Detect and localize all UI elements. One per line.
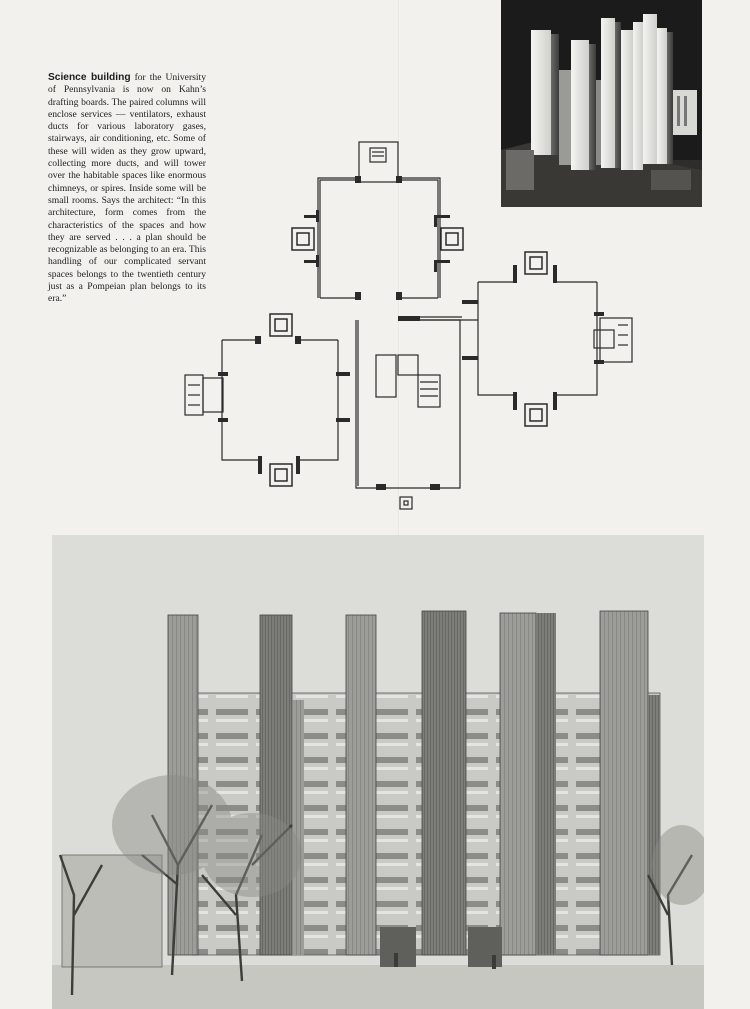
caption-lead: Science building	[48, 72, 131, 83]
floor-plan	[180, 138, 640, 518]
elevation-rendering	[52, 535, 704, 1009]
caption-body: for the University of Pennsylvania is now on Kahn’s drafting boards. The paired columns will enclose services — ventilators, exhaust ducts for various laboratory gases, stairways, air conditioning, etc. Some of these will widen as they grow upward, collecting more ducts, and will tower over the habitable spaces like enormous chimneys, or spires. Inside some will be small rooms. Says the architect: “In this architecture, form comes from the characteristics of the spaces and how they are served . . . a plan should be recognizable as belonging to an era. This handling of our complicated servant spaces belongs to the twentieth century just as a Pompeian plan belongs to its era.”	[48, 72, 206, 305]
